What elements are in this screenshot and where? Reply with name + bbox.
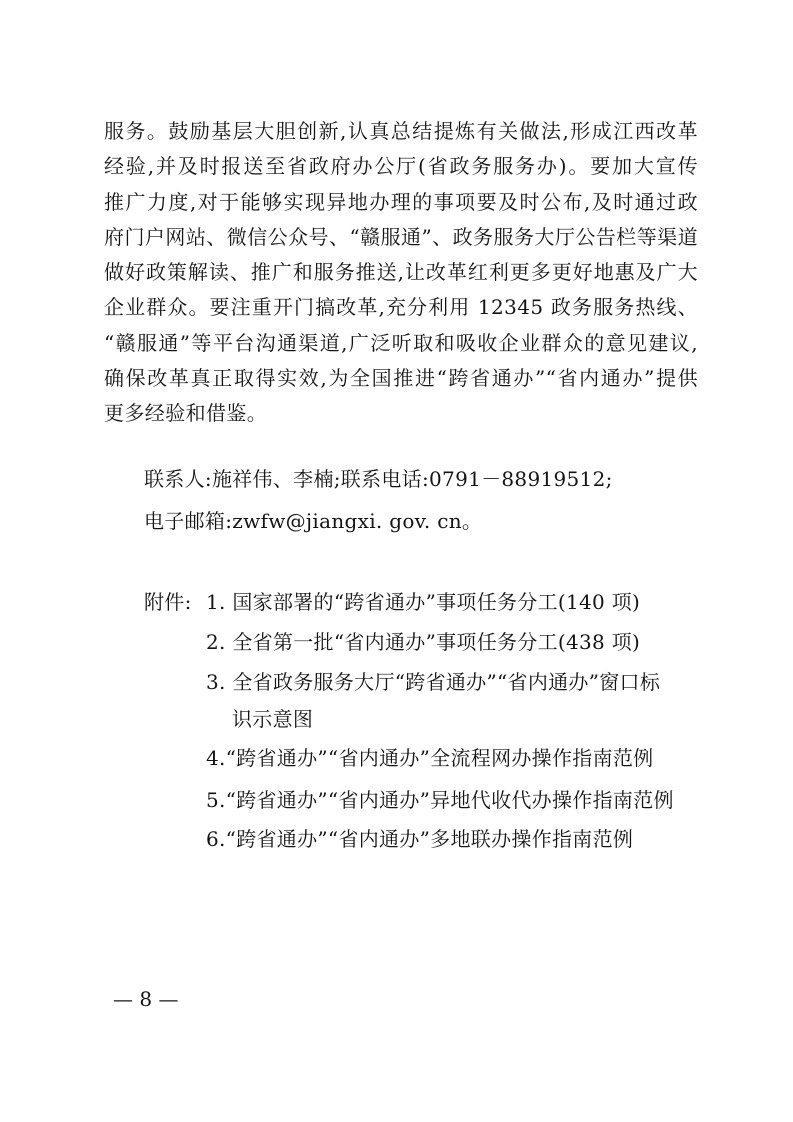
attachment-item-5: 5.“跨省通办”“省内通办”异地代收代办操作指南范例 [206, 788, 674, 812]
attachment-item-1: 1. 国家部署的“跨省通办”事项任务分工(140 项) [206, 590, 641, 614]
body-line: 经验,并及时报送至省政府办公厅(省政务服务办)。要加大宣传 [104, 154, 698, 179]
body-paragraph [104, 114, 698, 432]
attachment-item-3: 3. 全省政务服务大厅“跨省通办”“省内通办”窗口标 [206, 670, 661, 694]
body-line: 府门户网站、微信公众号、“赣服通”、政务服务大厅公告栏等渠道 [104, 224, 698, 249]
body-line: 确保改革真正取得实效,为全国推进“跨省通办”“省内通办”提供 [104, 366, 698, 391]
body-line: 服务。鼓励基层大胆创新,认真总结提炼有关做法,形成江西改革 [104, 119, 698, 143]
body-line: 企业群众。要注重开门搞改革,充分利用 12345 政务服务热线、 [104, 295, 698, 320]
contact-person-phone: 联系人:施祥伟、李楠;联系电话:0791－88919512; [144, 467, 613, 491]
body-line: “赣服通”等平台沟通渠道,广泛听取和吸收企业群众的意见建议, [104, 330, 698, 355]
attachment-item-2: 2. 全省第一批“省内通办”事项任务分工(438 项) [206, 630, 641, 654]
body-line: 更多经验和借鉴。 [104, 401, 268, 426]
body-line: 做好政策解读、推广和服务推送,让改革红利更多更好地惠及广大 [104, 260, 698, 285]
page-number: — 8 — [113, 987, 179, 1011]
attachment-item-3-continued: 识示意图 [232, 707, 314, 731]
attachment-item-6: 6.“跨省通办”“省内通办”多地联办操作指南范例 [206, 827, 634, 851]
body-line: 推广力度,对于能够实现异地办理的事项要及时公布,及时通过政 [104, 189, 698, 214]
attachment-item-4: 4.“跨省通办”“省内通办”全流程网办操作指南范例 [206, 746, 654, 770]
contact-email: 电子邮箱:zwfw@jiangxi. gov. cn。 [144, 509, 483, 533]
attachments-label: 附件: [144, 590, 192, 614]
